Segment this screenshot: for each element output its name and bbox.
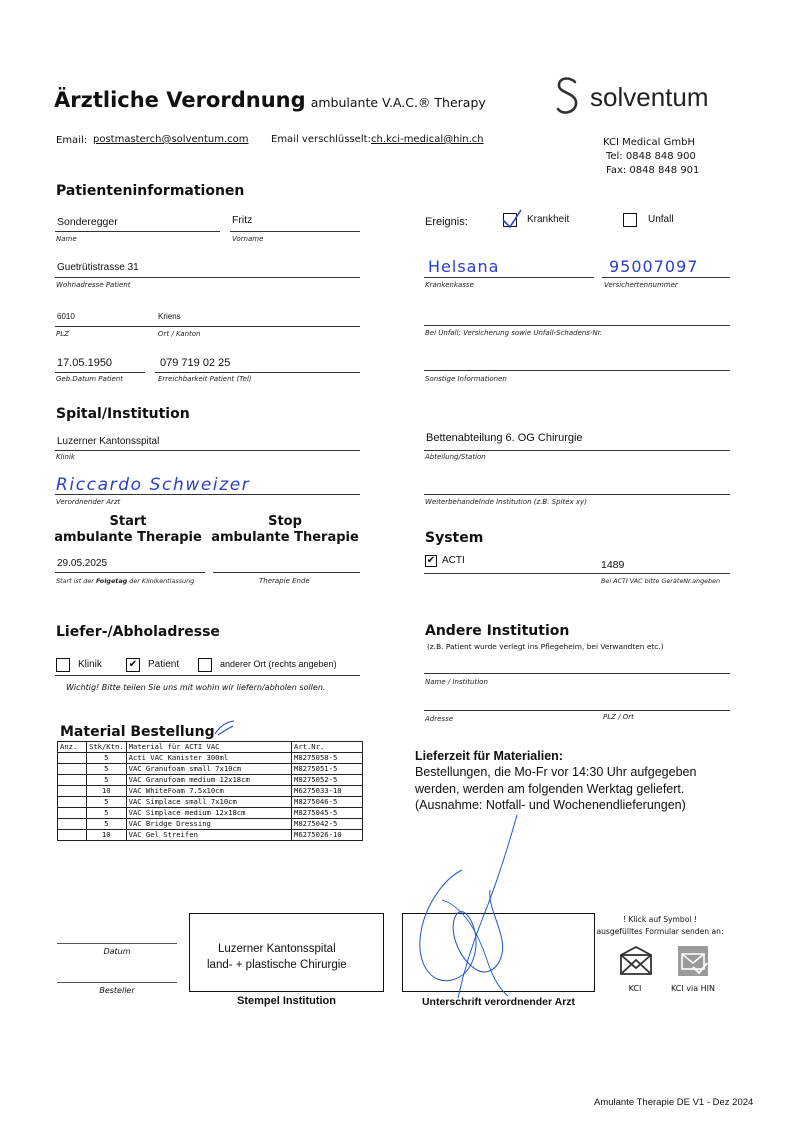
material-name-cell: VAC WhiteFoam 7.5x10cm	[126, 786, 291, 797]
label-start-c: der Klinikentlassung	[127, 577, 195, 585]
stamp-line1: Luzerner Kantonsspital	[218, 943, 336, 955]
section-other-institution: Andere Institution	[425, 623, 570, 639]
material-row	[58, 775, 363, 786]
material-stk-cell: 5	[87, 775, 127, 786]
material-anz-cell[interactable]	[58, 797, 87, 808]
versicherten-value[interactable]: 95007097	[609, 257, 699, 276]
material-art-cell: M8275051-5	[292, 764, 363, 775]
label-device: Bei ACTI VAC bitte GeräteNr.angeben	[601, 577, 721, 585]
label-weiter: Weiterbehandelnde Institution (z.B. Spitex xy)	[425, 498, 587, 506]
ereignis-label: Ereignis:	[425, 216, 468, 228]
hin-label: KCI via HIN	[670, 984, 716, 993]
company-fax: Fax: 0848 848 901	[606, 165, 700, 176]
section-patient: Patienteninformationen	[56, 183, 245, 199]
krankenkasse-value[interactable]: Helsana	[428, 257, 500, 276]
stamp-label: Stempel Institution	[237, 995, 336, 1007]
material-anz-cell[interactable]	[58, 775, 87, 786]
material-anz-cell[interactable]	[58, 764, 87, 775]
label-start-b: Folgetag	[95, 577, 128, 585]
material-header-row	[58, 742, 363, 753]
title-rest: ambulante V.A.C.® Therapy	[310, 95, 486, 110]
lieferzeit-title: Lieferzeit für Materialien:	[415, 749, 563, 763]
material-anz-cell[interactable]	[58, 819, 87, 830]
label-versicherten: Versichertennummer	[604, 281, 678, 289]
signature-label: Unterschrift verordnender Arzt	[421, 996, 576, 1008]
kci-label: KCI	[628, 984, 642, 993]
title-bold: Ärztliche Verordnung	[54, 88, 306, 112]
delivery-note: Wichtig! Bitte teilen Sie uns mit wohin wir liefern/abholen sollen.	[66, 683, 326, 692]
patient-plz[interactable]: 6010	[57, 312, 75, 321]
checkbox-unfall[interactable]	[623, 213, 637, 227]
datum-label: Datum	[103, 947, 131, 956]
stamp-box	[189, 913, 384, 992]
material-row	[58, 786, 363, 797]
label-delivery-anderer: anderer Ort (rechts angeben)	[220, 659, 337, 669]
material-row	[58, 753, 363, 764]
mail-envelope-icon[interactable]	[619, 946, 653, 980]
material-name-cell: VAC Bridge Dressing	[126, 819, 291, 830]
spital-klinik[interactable]: Luzerner Kantonsspital	[57, 436, 160, 447]
section-material: Material Bestellung	[60, 724, 215, 740]
material-stk-cell: 5	[87, 753, 127, 764]
material-art-cell: M6275026-10	[292, 830, 363, 841]
material-row	[58, 819, 363, 830]
brand-name: solventum	[590, 82, 709, 112]
checkbox-anderer[interactable]	[198, 658, 212, 672]
col-stk: Stk/Ktn.	[87, 742, 127, 753]
label-klinik: Klinik	[56, 453, 75, 461]
label-acti: ACTI	[442, 555, 465, 566]
section-spital: Spital/Institution	[56, 406, 190, 422]
email-encrypted-label: Email verschlüsselt:	[271, 134, 371, 145]
other-institution-sub: (z.B. Patient wurde verlegt ins Pflegeheim, bei Verwandten etc.)	[427, 642, 664, 651]
lieferzeit-line2: werden, werden am folgenden Werktag geliefert.	[415, 782, 685, 796]
start-date[interactable]: 29.05.2025	[57, 558, 108, 569]
material-anz-cell[interactable]	[58, 786, 87, 797]
label-krankenkasse: Krankenkasse	[425, 281, 474, 289]
material-name-cell: VAC Simplace small 7x10cm	[126, 797, 291, 808]
patient-vorname[interactable]: Fritz	[232, 214, 253, 226]
lieferzeit-line3: (Ausnahme: Notfall- und Wochenendlieferungen)	[415, 798, 686, 812]
label-vorname: Vorname	[232, 235, 264, 243]
material-stk-cell: 5	[87, 797, 127, 808]
company-name: KCI Medical GmbH	[603, 137, 695, 148]
label-dob: Geb.Datum Patient	[56, 375, 123, 383]
spital-abteilung[interactable]: Bettenabteilung 6. OG Chirurgie	[426, 432, 583, 444]
material-name-cell: VAC Granufoam small 7x10cm	[126, 764, 291, 775]
section-delivery: Liefer-/Abholadresse	[56, 624, 220, 640]
label-delivery-klinik: Klinik	[78, 659, 102, 670]
checkbox-klinik[interactable]	[56, 658, 70, 672]
label-other-adresse: Adresse	[425, 715, 454, 723]
patient-dob[interactable]: 17.05.1950	[57, 357, 113, 369]
start-title-1: Start	[109, 514, 147, 529]
version-text: Amulante Therapie DE V1 - Dez 2024	[594, 1097, 754, 1108]
label-unfall: Unfall	[648, 214, 674, 225]
label-start	[56, 577, 194, 585]
patient-ort[interactable]: Kriens	[158, 312, 181, 321]
material-row	[58, 808, 363, 819]
col-material: Material für ACTI VAC	[126, 742, 291, 753]
material-table	[57, 741, 363, 841]
label-delivery-patient: Patient	[148, 659, 180, 670]
hin-mail-icon[interactable]	[677, 945, 709, 981]
doctor-signature	[402, 810, 532, 1010]
material-row	[58, 830, 363, 841]
material-stk-cell: 10	[87, 786, 127, 797]
stamp-line2: land- + plastische Chirurgie	[207, 959, 347, 971]
material-name-cell: VAC Granufoam medium 12x18cm	[126, 775, 291, 786]
material-name-cell: VAC Gel Streifen	[126, 830, 291, 841]
stop-title-1: Stop	[268, 514, 302, 529]
form-title	[54, 88, 486, 112]
company-tel: Tel: 0848 848 900	[606, 151, 696, 162]
checkbox-acti[interactable]: ✔	[426, 555, 436, 566]
device-nr[interactable]: 1489	[601, 559, 625, 571]
label-other-name: Name / Institution	[425, 678, 488, 686]
label-arzt: Verordnender Arzt	[56, 498, 121, 506]
material-rows	[58, 753, 363, 841]
material-row	[58, 764, 363, 775]
label-name: Name	[56, 235, 77, 243]
patient-address[interactable]: Guetrütistrasse 31	[57, 262, 139, 273]
click-line2: ausgefülltes Formular senden an:	[596, 927, 724, 936]
label-start-a: Start ist der	[56, 577, 96, 585]
material-art-cell: M8275042-5	[292, 819, 363, 830]
material-art-cell: M8275058-5	[292, 753, 363, 764]
material-name-cell: Acti VAC Kanister 300ml	[126, 753, 291, 764]
solventum-logo-icon	[553, 76, 583, 122]
label-plz: PLZ	[56, 330, 69, 338]
material-row	[58, 797, 363, 808]
patient-name[interactable]: Sonderegger	[57, 216, 118, 228]
label-ort: Ort / Kanton	[158, 330, 201, 338]
besteller-label: Besteller	[99, 986, 135, 995]
material-anz-cell[interactable]	[58, 830, 87, 841]
start-title-2: ambulante Therapie	[54, 530, 202, 545]
stop-title-2: ambulante Therapie	[211, 530, 359, 545]
material-art-cell: M8275046-5	[292, 797, 363, 808]
email-encrypted-link[interactable]: ch.kci-medical@hin.ch	[371, 134, 484, 145]
material-anz-cell[interactable]	[58, 753, 87, 764]
click-line1: ! Klick auf Symbol !	[623, 915, 697, 924]
material-name-cell: VAC Simplace medium 12x18cm	[126, 808, 291, 819]
checkbox-patient[interactable]: ✔	[126, 658, 140, 672]
label-tel: Erreichbarkeit Patient (Tel)	[158, 375, 252, 383]
material-art-cell: M8275052-5	[292, 775, 363, 786]
label-abteilung: Abteilung/Station	[425, 453, 486, 461]
material-stk-cell: 5	[87, 808, 127, 819]
email-label: Email:	[56, 135, 88, 146]
material-stk-cell: 5	[87, 819, 127, 830]
material-art-cell: M8275045-5	[292, 808, 363, 819]
stop-title	[205, 514, 365, 546]
label-unfall-versicherung: Bei Unfall; Versicherung sowie Unfall-Schadens-Nr.	[425, 329, 603, 337]
start-title	[48, 514, 208, 546]
arzt-value[interactable]: Riccardo Schweizer	[56, 475, 251, 495]
col-anz: Anz.	[58, 742, 87, 753]
material-stk-cell: 5	[87, 764, 127, 775]
material-anz-cell[interactable]	[58, 808, 87, 819]
checkbox-krankheit[interactable]	[503, 213, 517, 227]
label-sonstige: Sonstige Informationen	[425, 375, 507, 383]
material-art-cell: M6275033-10	[292, 786, 363, 797]
email-link[interactable]: postmasterch@solventum.com	[93, 134, 249, 145]
section-system: System	[425, 530, 484, 546]
label-other-plz: PLZ / Ort	[603, 713, 634, 721]
label-end: Therapie Ende	[259, 577, 310, 585]
label-krankheit: Krankheit	[527, 214, 570, 225]
label-address: Wohnadresse Patient	[56, 281, 131, 289]
patient-tel[interactable]: 079 719 02 25	[160, 357, 231, 369]
lieferzeit-line1: Bestellungen, die Mo-Fr vor 14:30 Uhr aufgegeben	[415, 765, 697, 779]
material-stk-cell: 10	[87, 830, 127, 841]
col-art: Art.Nr.	[292, 742, 363, 753]
material-handwritten-mark	[212, 718, 238, 738]
